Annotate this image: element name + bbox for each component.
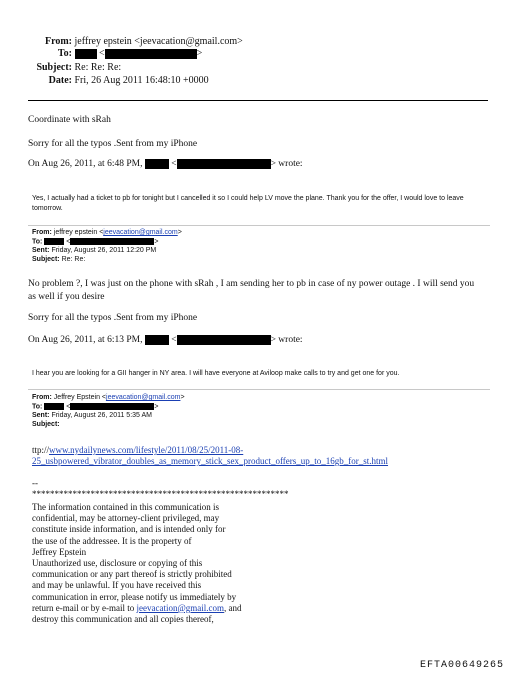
subject-label: Subject: (36, 62, 72, 73)
redaction-block (105, 49, 197, 59)
hdr3-from-row (32, 394, 185, 403)
redaction-block (70, 403, 154, 410)
redaction-block (44, 403, 64, 410)
document-id: EFTA00649265 (419, 660, 504, 671)
disclaimer-line: Unauthorized use, disclosure or copying of this (32, 558, 203, 569)
disclaimer-line10-suffix: , and (223, 602, 242, 613)
article-link (32, 445, 388, 467)
subject-value: Re: Re: Re: (74, 62, 122, 73)
link-url-part2[interactable]: 25_usbpowered_vibrator_doubles_as_memory_stick_sex_product_offers_up_to_16gb_for_st.html (32, 456, 389, 466)
msg2-on-prefix: On Aug 26, 2011, at 6:13 PM, (28, 335, 143, 346)
link-url-part1[interactable]: www.nydailynews.com/lifestyle/2011/08/25/2011-08- (49, 445, 244, 455)
disclaimer-line: confidential, may be attorney-client privileged, may (32, 513, 220, 524)
date-value: Fri, 26 Aug 2011 16:48:10 +0000 (74, 75, 209, 86)
hdr2-sent-value: Friday, August 26, 2011 12:20 PM (51, 246, 157, 254)
to-close: > (196, 48, 203, 59)
hdr3-block (32, 394, 185, 430)
from-value: jeffrey epstein <jeevacation@gmail.com> (74, 36, 243, 47)
hdr3-to-label: To: (32, 403, 43, 411)
signature-dashes: -- (32, 478, 38, 488)
hdr2-from-name: jeffrey epstein < (53, 229, 104, 236)
disclaimer-block (32, 502, 241, 625)
msg2-on-suffix: > wrote: (270, 335, 303, 346)
disclaimer-line: communication in error, please notify us immediately by (32, 591, 237, 602)
disclaimer-line: Jeffrey Epstein (32, 546, 87, 557)
signature-stars: ********************************************************* (32, 489, 289, 499)
disclaimer-line (32, 603, 241, 614)
to-open: < (99, 48, 105, 59)
redaction-block (145, 335, 169, 345)
hdr3-from-close: > (180, 394, 185, 401)
hdr2-subject-value: Re: Re: (61, 255, 86, 263)
msg2-line2: Sorry for all the typos .Sent from my iPhone (28, 313, 198, 323)
hdr3-sent-label: Sent: (32, 411, 50, 419)
quote1-text: Yes, I actually had a ticket to pb for tonight but I cancelled it so I could help LV move the plane. Thank you for the offer, I would love to leave tomorrow. (32, 195, 464, 212)
hdr2-sent-label: Sent: (32, 246, 50, 254)
article-link-line2 (32, 456, 388, 467)
hdr2-from-email[interactable]: jeevacation@gmail.com (103, 229, 178, 236)
redaction-block (177, 159, 271, 169)
msg1-line2: Sorry for all the typos .Sent from my iPhone (28, 139, 198, 149)
from-label: From: (44, 36, 72, 47)
hdr2-sent-row (32, 247, 182, 256)
disclaimer-line: constitute inside information, and is intended only for (32, 524, 226, 535)
msg2-on-line (28, 335, 303, 345)
hdr3-sent-value: Friday, August 26, 2011 5:35 AM (51, 411, 152, 419)
hdr2-from-label: From: (32, 229, 52, 236)
redaction-block (70, 238, 154, 245)
hdr3-sent-row (32, 412, 185, 421)
hdr2-to-open: < (66, 238, 71, 246)
hdr3-subject-row (32, 421, 185, 430)
disclaimer-line: The information contained in this communication is (32, 502, 219, 512)
header-from-row (0, 36, 243, 47)
hdr3-to-close: > (154, 403, 159, 411)
hdr2-to-label: To: (32, 238, 43, 246)
msg2-para1: No problem ?, I was just on the phone with sRah , I am sending her to pb in case of ny power outage . I will send you as well if you desire (28, 279, 475, 302)
hdr2-from-close: > (177, 229, 182, 236)
redaction-block (75, 49, 97, 59)
header-divider (28, 100, 488, 101)
hdr2-to-row (32, 238, 182, 247)
article-link-line1 (32, 445, 388, 456)
redaction-block (44, 238, 64, 245)
msg1-on-open: < (171, 159, 177, 170)
msg1-line1: Coordinate with sRah (28, 115, 111, 125)
msg1-on-line (28, 159, 303, 169)
hdr3-to-row (32, 403, 185, 412)
disclaimer-line: communication or any part thereof is strictly prohibited (32, 569, 232, 580)
hdr3-to-open: < (66, 403, 71, 411)
hdr3-from-name: Jeffrey Epstein < (53, 394, 107, 401)
header-to-row (0, 48, 202, 59)
quote-divider (28, 225, 490, 226)
quote-divider (28, 389, 490, 390)
redaction-block (145, 159, 169, 169)
disclaimer-line: the use of the addressee. It is the property of (32, 535, 192, 546)
hdr2-block (32, 229, 182, 265)
link-prefix: ttp:// (32, 445, 50, 455)
msg2-on-open: < (171, 335, 177, 346)
hdr2-to-close: > (154, 238, 159, 246)
disclaimer-line10-prefix: return e-mail or by e-mail to (32, 602, 137, 613)
disclaimer-line: and may be unlawful. If you have received this (32, 580, 202, 591)
hdr3-from-label: From: (32, 394, 52, 401)
msg1-on-suffix: > wrote: (270, 159, 303, 170)
hdr2-subject-label: Subject: (32, 255, 60, 263)
header-date-row (0, 75, 209, 86)
hdr3-from-email[interactable]: jeevacation@gmail.com (106, 394, 181, 401)
hdr2-subject-row (32, 256, 182, 265)
redaction-block (177, 335, 271, 345)
header-subject-row (0, 62, 121, 73)
disclaimer-email-link[interactable]: jeevacation@gmail.com (136, 602, 224, 613)
to-label: To: (57, 48, 72, 59)
date-label: Date: (48, 75, 72, 86)
hdr3-subject-label: Subject: (32, 420, 60, 428)
msg1-on-prefix: On Aug 26, 2011, at 6:48 PM, (28, 159, 143, 170)
hdr2-from-row (32, 229, 182, 238)
disclaimer-line: destroy this communication and all copies thereof, (32, 614, 214, 625)
quote2-text: I hear you are looking for a GII hanger in NY area. I will have everyone at Aviloop make calls to try and get one for you. (32, 370, 400, 377)
